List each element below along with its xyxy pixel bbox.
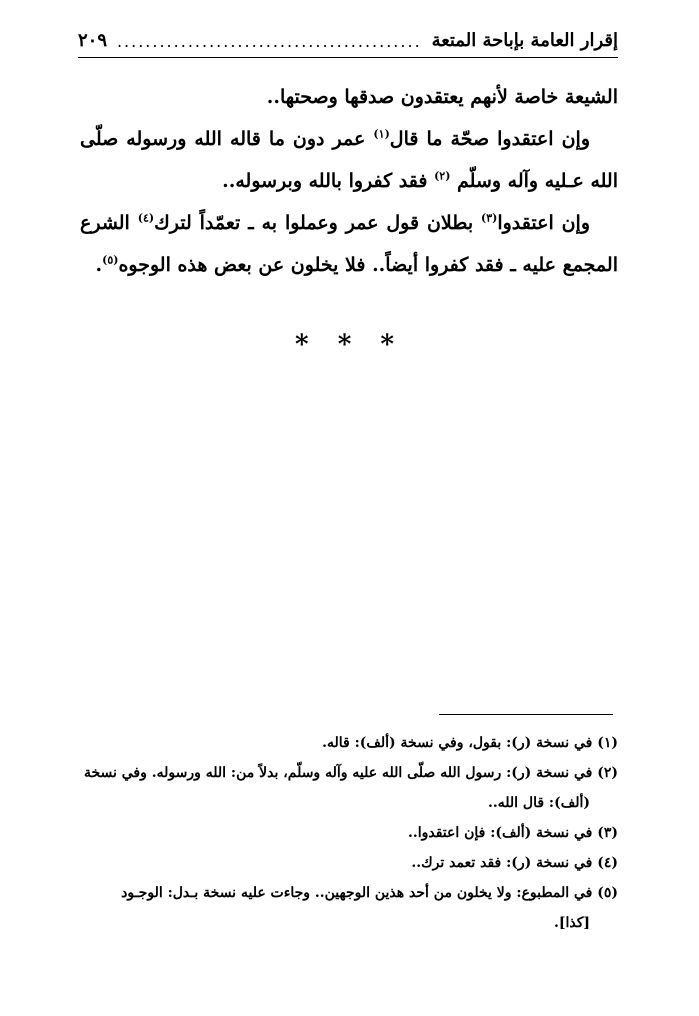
paragraph-2-part-a: وإن اعتقدوا صحّة ما قال bbox=[389, 128, 590, 150]
footnote-1: (١) في نسخة (ر): بقول، وفي نسخة (ألف): قاله. bbox=[322, 735, 618, 751]
footnote-ref-2: (٢) bbox=[434, 169, 451, 183]
footnote-ref-3: (٣) bbox=[480, 211, 498, 225]
footnote-divider bbox=[439, 714, 613, 715]
footnote-2: (٢) في نسخة (ر): رسول الله صلّى الله عليه وآله وسلّم، بدلاً من: الله ورسوله. وفي نسخة bbox=[83, 765, 618, 781]
header-leader-dots: ........................................... bbox=[116, 32, 422, 51]
footnote-2-continuation: (ألف): قال الله.. bbox=[488, 795, 590, 811]
footnote-4: (٤) في نسخة (ر): فقد تعمد ترك.. bbox=[411, 855, 618, 871]
footnote-ref-1: (١) bbox=[373, 127, 390, 141]
footnote-5-continuation: [كذا]. bbox=[553, 915, 590, 931]
section-separator: * * * bbox=[295, 330, 404, 360]
footnote-ref-4: (٤) bbox=[137, 211, 155, 225]
paragraph-2 bbox=[80, 118, 618, 202]
footnote-3: (٣) في نسخة (ألف): فإن اعتقدوا.. bbox=[407, 825, 618, 841]
paragraph-3-part-c: الشرع المجمع عليه ـ فقد كفروا أيضاً.. فلا يخلون عن بعض هذه الوجوه bbox=[80, 212, 618, 276]
paragraph-3-part-d: . bbox=[95, 254, 103, 276]
footnote-ref-5: (٥) bbox=[102, 253, 119, 267]
page-number: ٢٠٩ bbox=[78, 30, 108, 51]
header-title: إقرار العامة بإباحة المتعة bbox=[431, 30, 618, 51]
paragraph-2-part-b: عمر دون ما قاله الله ورسوله صلّى الله عـليه وآله وسلّم bbox=[80, 128, 618, 192]
footnotes bbox=[80, 728, 618, 938]
paragraph-1: الشيعة خاصة لأنهم يعتقدون صدقها وصحتها.. bbox=[266, 86, 618, 108]
paragraph-2-part-c: فقد كفروا بالله وبرسوله.. bbox=[222, 170, 435, 192]
running-header bbox=[78, 28, 618, 58]
footnote-5: (٥) في المطبوع: ولا يخلون من أحد هذين الوجهين.. وجاءت عليه نسخة بـدل: الوجـود bbox=[121, 885, 618, 901]
main-text bbox=[80, 76, 618, 286]
paragraph-3 bbox=[80, 202, 618, 286]
paragraph-3-part-a: وإن اعتقدوا bbox=[497, 212, 591, 234]
paragraph-3-part-b: بطلان قول عمر وعملوا به ـ تعمّداً لترك bbox=[154, 212, 481, 234]
